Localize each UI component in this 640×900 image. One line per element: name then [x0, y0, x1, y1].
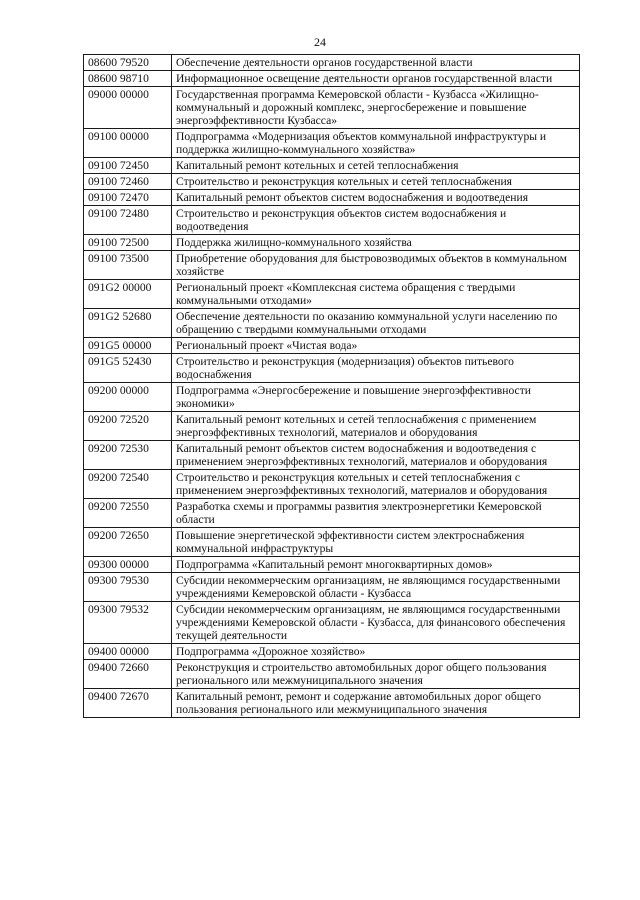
row-description: Капитальный ремонт котельных и сетей теплоснабжения с применением энергоэффективных технологий, материалов и оборудования	[172, 412, 580, 441]
budget-codes-table	[83, 54, 580, 718]
row-code: 09400 72660	[84, 660, 172, 689]
table-row	[84, 602, 580, 644]
row-description: Субсидии некоммерческим организациям, не являющимся государственными учреждениями Кемеровской области - Кузбасса	[172, 573, 580, 602]
table-row	[84, 412, 580, 441]
table-row	[84, 280, 580, 309]
row-code: 08600 79520	[84, 55, 172, 71]
row-description: Капитальный ремонт котельных и сетей теплоснабжения	[172, 158, 580, 174]
row-description: Строительство и реконструкция объектов систем водоснабжения и водоотведения	[172, 206, 580, 235]
table-row	[84, 383, 580, 412]
table-row	[84, 660, 580, 689]
table-row	[84, 206, 580, 235]
row-code: 08600 98710	[84, 71, 172, 87]
row-code: 091G5 00000	[84, 338, 172, 354]
table-row	[84, 470, 580, 499]
row-code: 09200 72650	[84, 528, 172, 557]
table-row	[84, 354, 580, 383]
table-row	[84, 87, 580, 129]
row-code: 09200 72530	[84, 441, 172, 470]
row-code: 09300 00000	[84, 557, 172, 573]
table-row	[84, 689, 580, 718]
table-row	[84, 528, 580, 557]
row-description: Разработка схемы и программы развития электроэнергетики Кемеровской области	[172, 499, 580, 528]
row-description: Субсидии некоммерческим организациям, не являющимся государственными учреждениями Кемеровской области - Кузбасса, для финансового обеспечения текущей деятельности	[172, 602, 580, 644]
row-code: 09300 79530	[84, 573, 172, 602]
row-code: 09100 72470	[84, 190, 172, 206]
table-row	[84, 441, 580, 470]
row-code: 09200 72520	[84, 412, 172, 441]
table-row	[84, 557, 580, 573]
table-row	[84, 190, 580, 206]
table-row	[84, 251, 580, 280]
row-description: Капитальный ремонт объектов систем водоснабжения и водоотведения с применением энергоэффективных технологий, материалов и оборудования	[172, 441, 580, 470]
row-code: 09100 72450	[84, 158, 172, 174]
row-code: 09000 00000	[84, 87, 172, 129]
row-code: 091G5 52430	[84, 354, 172, 383]
row-code: 09100 00000	[84, 129, 172, 158]
row-description: Подпрограмма «Модернизация объектов коммунальной инфраструктуры и поддержка жилищно-коммунального хозяйства»	[172, 129, 580, 158]
page-number: 24	[314, 35, 326, 49]
table-row	[84, 158, 580, 174]
row-description: Подпрограмма «Капитальный ремонт многоквартирных домов»	[172, 557, 580, 573]
table-row	[84, 174, 580, 190]
row-description: Региональный проект «Чистая вода»	[172, 338, 580, 354]
row-code: 091G2 52680	[84, 309, 172, 338]
table-row	[84, 573, 580, 602]
row-description: Государственная программа Кемеровской области - Кузбасса «Жилищно-коммунальный и дорожный комплекс, энергосбережение и повышение энергоэффективности Кузбасса»	[172, 87, 580, 129]
table-row	[84, 644, 580, 660]
row-description: Приобретение оборудования для быстровозводимых объектов в коммунальном хозяйстве	[172, 251, 580, 280]
row-code: 09100 72480	[84, 206, 172, 235]
row-description: Обеспечение деятельности по оказанию коммунальной услуги населению по обращению с твердыми коммунальными отходами	[172, 309, 580, 338]
table-row	[84, 129, 580, 158]
table-body	[84, 55, 580, 718]
row-description: Повышение энергетической эффективности систем электроснабжения коммунальной инфраструктуры	[172, 528, 580, 557]
row-description: Строительство и реконструкция котельных и сетей теплоснабжения	[172, 174, 580, 190]
row-description: Информационное освещение деятельности органов государственной власти	[172, 71, 580, 87]
row-description: Строительство и реконструкция (модернизация) объектов питьевого водоснабжения	[172, 354, 580, 383]
row-code: 09400 00000	[84, 644, 172, 660]
row-code: 09100 72460	[84, 174, 172, 190]
row-description: Подпрограмма «Дорожное хозяйство»	[172, 644, 580, 660]
row-code: 09400 72670	[84, 689, 172, 718]
row-code: 09200 72540	[84, 470, 172, 499]
row-description: Капитальный ремонт, ремонт и содержание автомобильных дорог общего пользования регионального или межмуниципального значения	[172, 689, 580, 718]
table-row	[84, 499, 580, 528]
row-description: Поддержка жилищно-коммунального хозяйства	[172, 235, 580, 251]
row-code: 09100 72500	[84, 235, 172, 251]
row-code: 09300 79532	[84, 602, 172, 644]
row-description: Обеспечение деятельности органов государственной власти	[172, 55, 580, 71]
row-description: Реконструкция и строительство автомобильных дорог общего пользования регионального или межмуниципального значения	[172, 660, 580, 689]
row-description: Строительство и реконструкция котельных и сетей теплоснабжения с применением энергоэффективных технологий, материалов и оборудования	[172, 470, 580, 499]
row-code: 09200 00000	[84, 383, 172, 412]
row-code: 091G2 00000	[84, 280, 172, 309]
table-row	[84, 338, 580, 354]
row-description: Капитальный ремонт объектов систем водоснабжения и водоотведения	[172, 190, 580, 206]
table-row	[84, 55, 580, 71]
row-code: 09200 72550	[84, 499, 172, 528]
row-description: Региональный проект «Комплексная система обращения с твердыми коммунальными отходами»	[172, 280, 580, 309]
table-row	[84, 309, 580, 338]
table-row	[84, 235, 580, 251]
row-description: Подпрограмма «Энергосбережение и повышение энергоэффективности экономики»	[172, 383, 580, 412]
table-row	[84, 71, 580, 87]
row-code: 09100 73500	[84, 251, 172, 280]
